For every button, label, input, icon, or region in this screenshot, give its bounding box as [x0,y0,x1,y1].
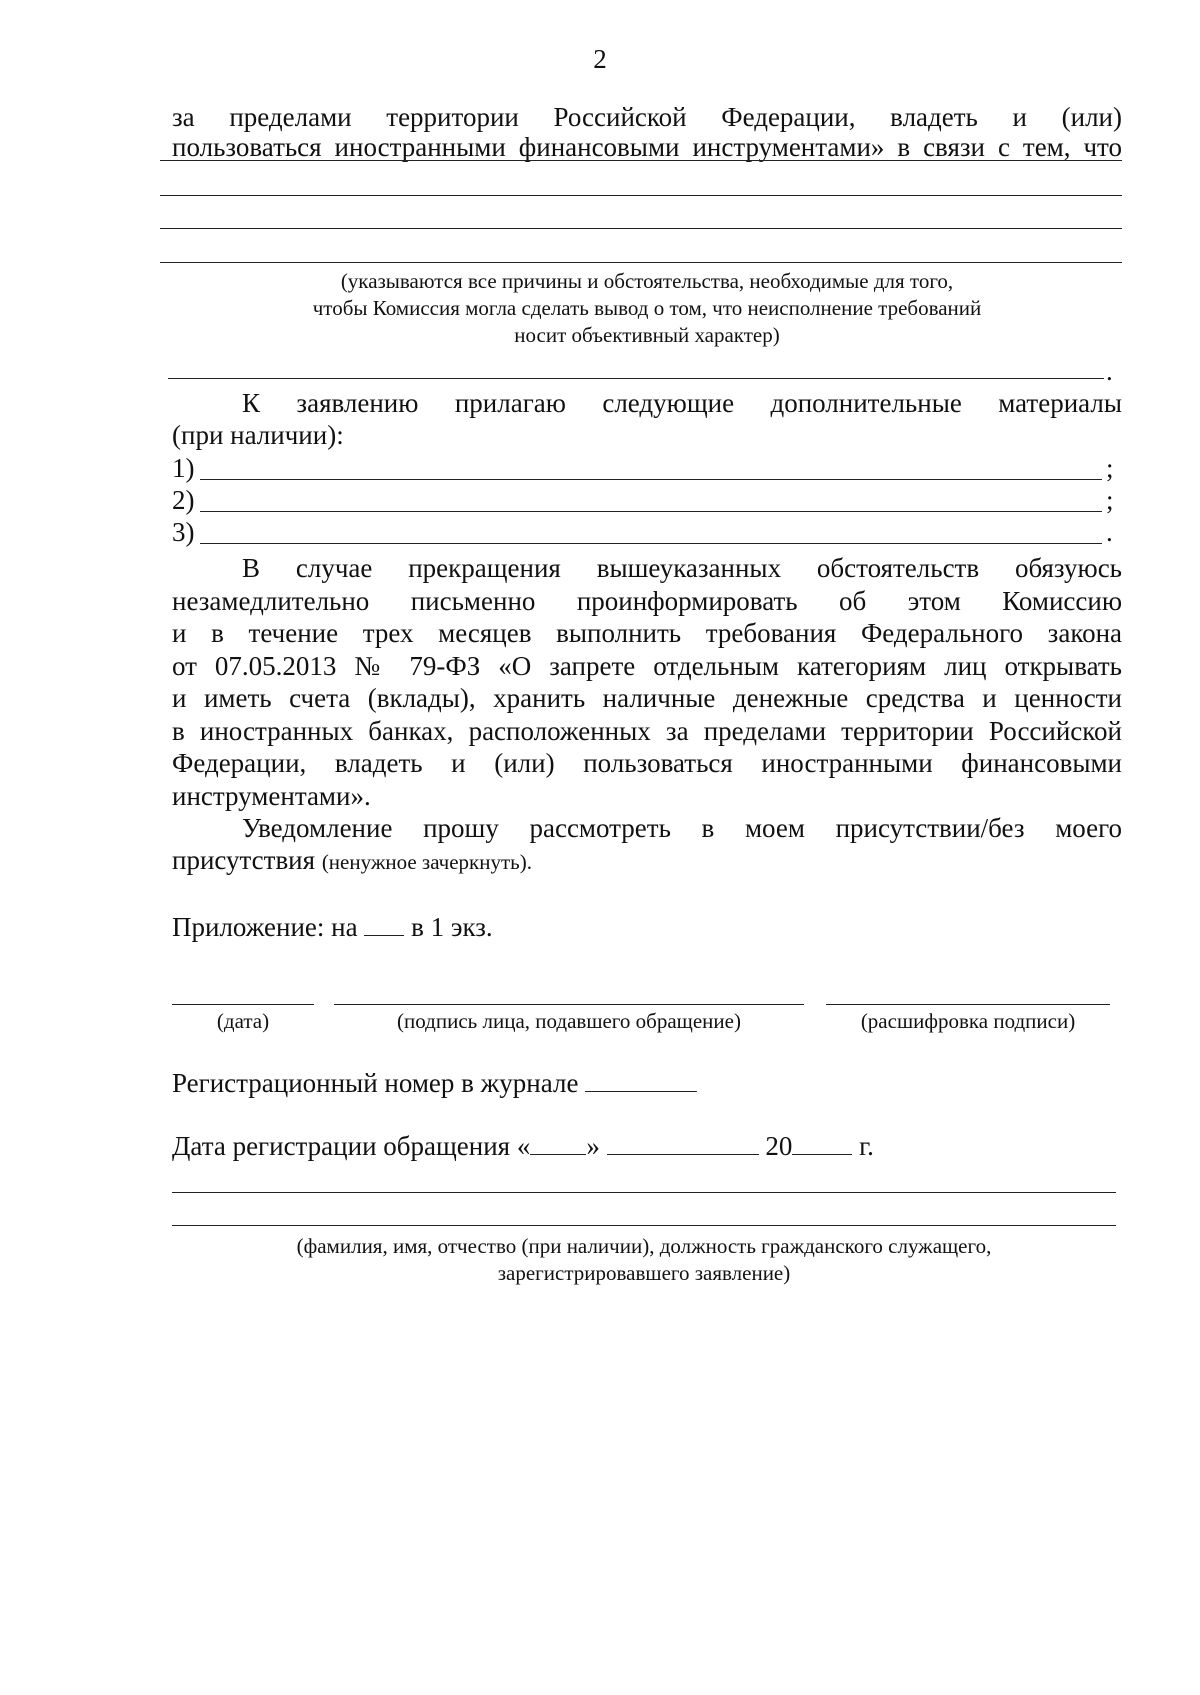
attachment-item-2-field[interactable] [200,511,1102,512]
reasons-caption-line-2: чтобы Комиссия могла сделать вывод о том, что неисполнение требований [312,296,982,320]
reasons-caption-line-1: (указываются все причины и обстоятельства, необходимые для того, [340,269,954,293]
intro-line-2: пользоваться иностранными финансовыми инструментами» в связи с тем, что [172,132,1122,162]
obligation-line-7: Федерации, владеть и (или) пользоваться иностранными финансовыми [172,748,1122,778]
page-number: 2 [593,44,607,74]
date-signature-line[interactable] [172,1004,314,1005]
appendix-pages-field[interactable] [364,913,404,936]
notice-strike-note: (ненужное зачеркнуть). [321,850,532,874]
attachment-item-2-end: ; [1106,485,1114,515]
notice-line-2 [172,845,532,877]
reasons-caption [172,268,1122,349]
reason-blank-line-3[interactable] [160,262,1122,263]
registrar-line-2[interactable] [172,1225,1116,1226]
registrar-caption-line-2: зарегистрировавшего заявление) [497,1261,791,1285]
obligation-line-2: незамедлительно письменно проинформировать об этом Комиссию [172,585,1122,616]
registration-number-field[interactable] [585,1069,697,1092]
attachments-intro [172,388,1122,418]
signature-line[interactable] [334,1004,804,1005]
obligation-line-5: и иметь счета (вклады), хранить наличные денежные средства и ценности [172,683,1122,713]
registration-number-label: Регистрационный номер в журнале [172,1068,579,1098]
reason-blank-line-1[interactable] [160,195,1122,196]
attachment-item-3-field[interactable] [200,543,1102,544]
registration-date-line [172,1131,874,1161]
registrar-caption-line-1: (фамилия, имя, отчество (при наличии), должность гражданского служащего, [296,1234,992,1258]
registration-year-field[interactable] [792,1132,852,1155]
attachment-item-3-number: 3) [172,517,195,547]
registration-number-line [172,1068,697,1098]
reason-blank-line-2[interactable] [160,228,1122,229]
attachment-item-1-number: 1) [172,453,195,483]
notice-presence: присутствия [172,845,316,875]
intro-line-1: за пределами территории Российской Федерации, владеть и (или) [172,102,1122,132]
date-caption: (дата) [216,1009,270,1033]
decoding-caption: (расшифровка подписи) [860,1009,1076,1033]
registration-month-field[interactable] [607,1132,759,1155]
signature-caption: (подпись лица, подавшего обращение) [397,1009,741,1033]
notice-paragraph [172,813,1122,843]
appendix-line [172,912,493,942]
obligation-line-3: и в течение трех месяцев выполнить требования Федерального закона [172,618,1122,648]
obligation-line-8: инструментами». [172,780,371,811]
reason-blank-line-4[interactable] [168,378,1104,379]
registration-year-prefix: 20 [765,1131,793,1161]
notice-line-1: Уведомление прошу рассмотреть в моем присутствии/без моего [242,813,1122,843]
obligation-line-6: в иностранных банках, расположенных за пределами территории Российской [172,715,1122,746]
obligation-line-4: от 07.05.2013 № 79-ФЗ «О запрете отдельным категориям лиц открывать [172,650,1122,681]
attachment-item-3-end: . [1106,517,1113,547]
obligation-paragraph [172,552,1122,812]
reasons-caption-line-3: носит объективный характер) [514,323,780,347]
registration-year-suffix: г. [859,1131,874,1161]
registrar-caption [172,1233,1116,1287]
attachment-item-1-end: ; [1106,453,1114,483]
attachment-item-2-number: 2) [172,485,195,515]
registration-date-label: Дата регистрации обращения « [172,1131,531,1161]
registration-day-field[interactable] [530,1132,586,1155]
reason-end-mark: . [1106,356,1113,386]
decoding-line[interactable] [826,1004,1110,1005]
registrar-line-1[interactable] [172,1192,1116,1193]
intro-underline [160,160,1122,161]
attachments-intro-line-1: К заявлению прилагаю следующие дополнительные материалы [242,388,1122,418]
appendix-prefix: Приложение: на [172,912,358,942]
registration-date-quote-close: » [586,1131,600,1161]
obligation-line-1: В случае прекращения вышеуказанных обстоятельств обязуюсь [242,553,1122,583]
attachment-item-1-field[interactable] [200,479,1102,480]
intro-paragraph [172,102,1122,162]
attachments-intro-line-2: (при наличии): [172,420,344,450]
appendix-suffix: в 1 экз. [411,912,493,942]
